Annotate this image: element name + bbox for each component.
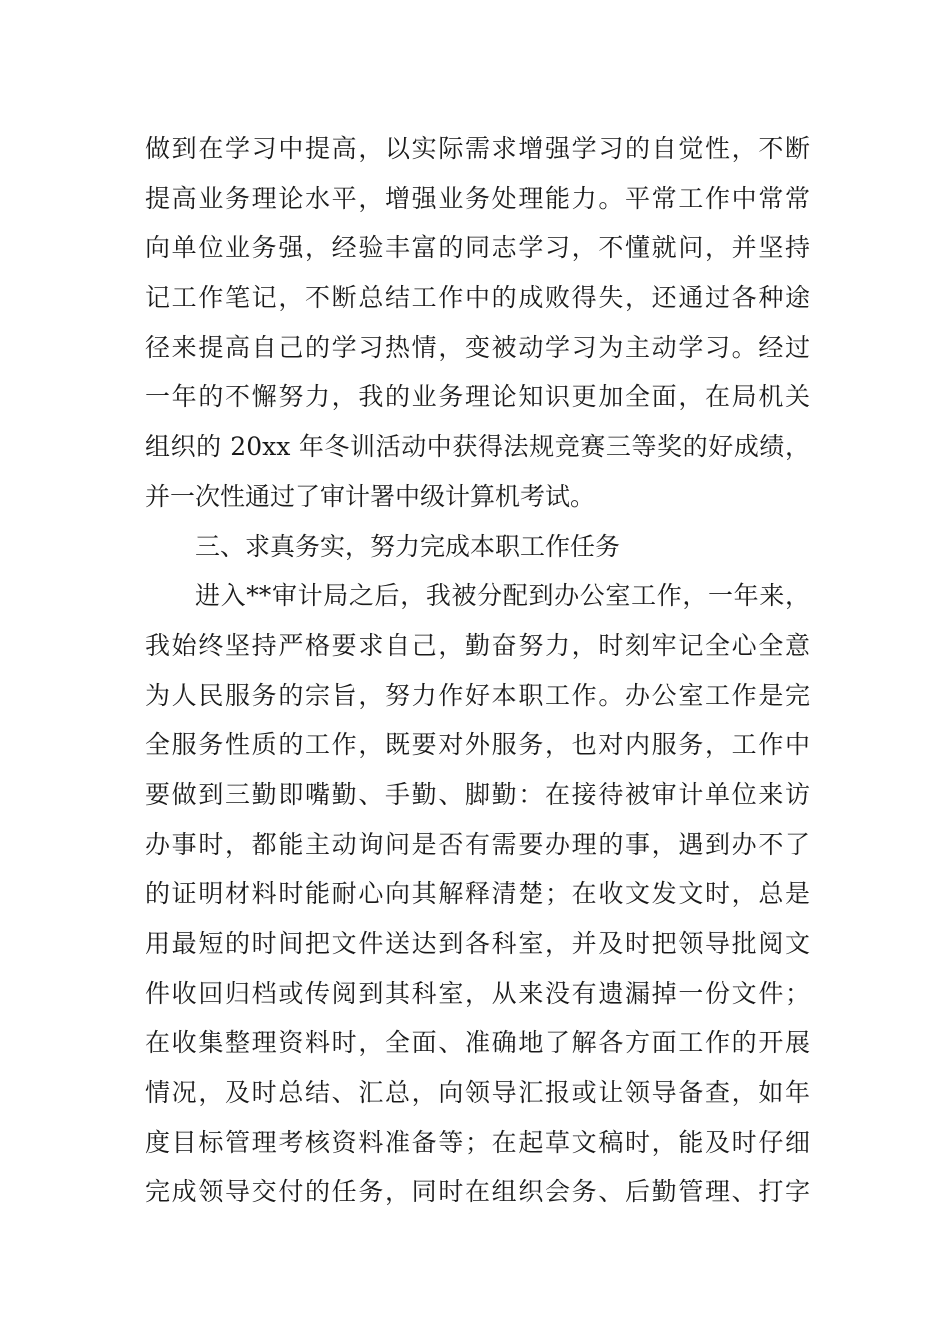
text-line: 的证明材料时能耐心向其解释清楚；在收文发文时，总是 (145, 879, 810, 909)
text-line: 办事时，都能主动询问是否有需要办理的事，遇到办不了 (145, 829, 810, 859)
text-line: 向单位业务强，经验丰富的同志学习，不懂就问，并坚持 (145, 233, 810, 263)
text-line: 径来提高自己的学习热情，变被动学习为主动学习。经过 (145, 332, 810, 362)
text-line: 在收集整理资料时，全面、准确地了解各方面工作的开展 (145, 1028, 810, 1058)
text-line: 做到在学习中提高，以实际需求增强学习的自觉性，不断 (145, 134, 810, 163)
body-text (145, 124, 810, 1217)
text-line: 并一次性通过了审计署中级计算机考试。 (145, 481, 596, 511)
text-line: 度目标管理考核资料准备等；在起草文稿时，能及时仔细 (145, 1127, 810, 1157)
text-line: 我始终坚持严格要求自己，勤奋努力，时刻牢记全心全意 (145, 630, 810, 660)
text-line: 件收回归档或传阅到其科室，从来没有遗漏掉一份文件； (145, 978, 810, 1008)
section-heading: 三、求真务实，努力完成本职工作任务 (195, 531, 621, 561)
text-line: 全服务性质的工作，既要对外服务，也对内服务，工作中 (145, 730, 810, 760)
text-line: 一年的不懈努力，我的业务理论知识更加全面，在局机关 (145, 382, 810, 412)
text-line: 提高业务理论水平，增强业务处理能力。平常工作中常常 (145, 183, 810, 213)
text-line: 要做到三勤即嘴勤、手勤、脚勤：在接待被审计单位来访 (145, 779, 810, 809)
text-line: 记工作笔记，不断总结工作中的成败得失，还通过各种途 (145, 283, 810, 313)
text-line: 完成领导交付的任务，同时在组织会务、后勤管理、打字 (145, 1177, 810, 1207)
text-line: 为人民服务的宗旨，努力作好本职工作。办公室工作是完 (145, 680, 810, 710)
text-line: 用最短的时间把文件送达到各科室，并及时把领导批阅文 (145, 929, 810, 958)
text-line: 组织的 20xx 年冬训活动中获得法规竞赛三等奖的好成绩， (145, 432, 810, 462)
text-line: 进入**审计局之后，我被分配到办公室工作，一年来， (195, 581, 810, 611)
text-line: 情况，及时总结、汇总，向领导汇报或让领导备查，如年 (145, 1078, 810, 1108)
